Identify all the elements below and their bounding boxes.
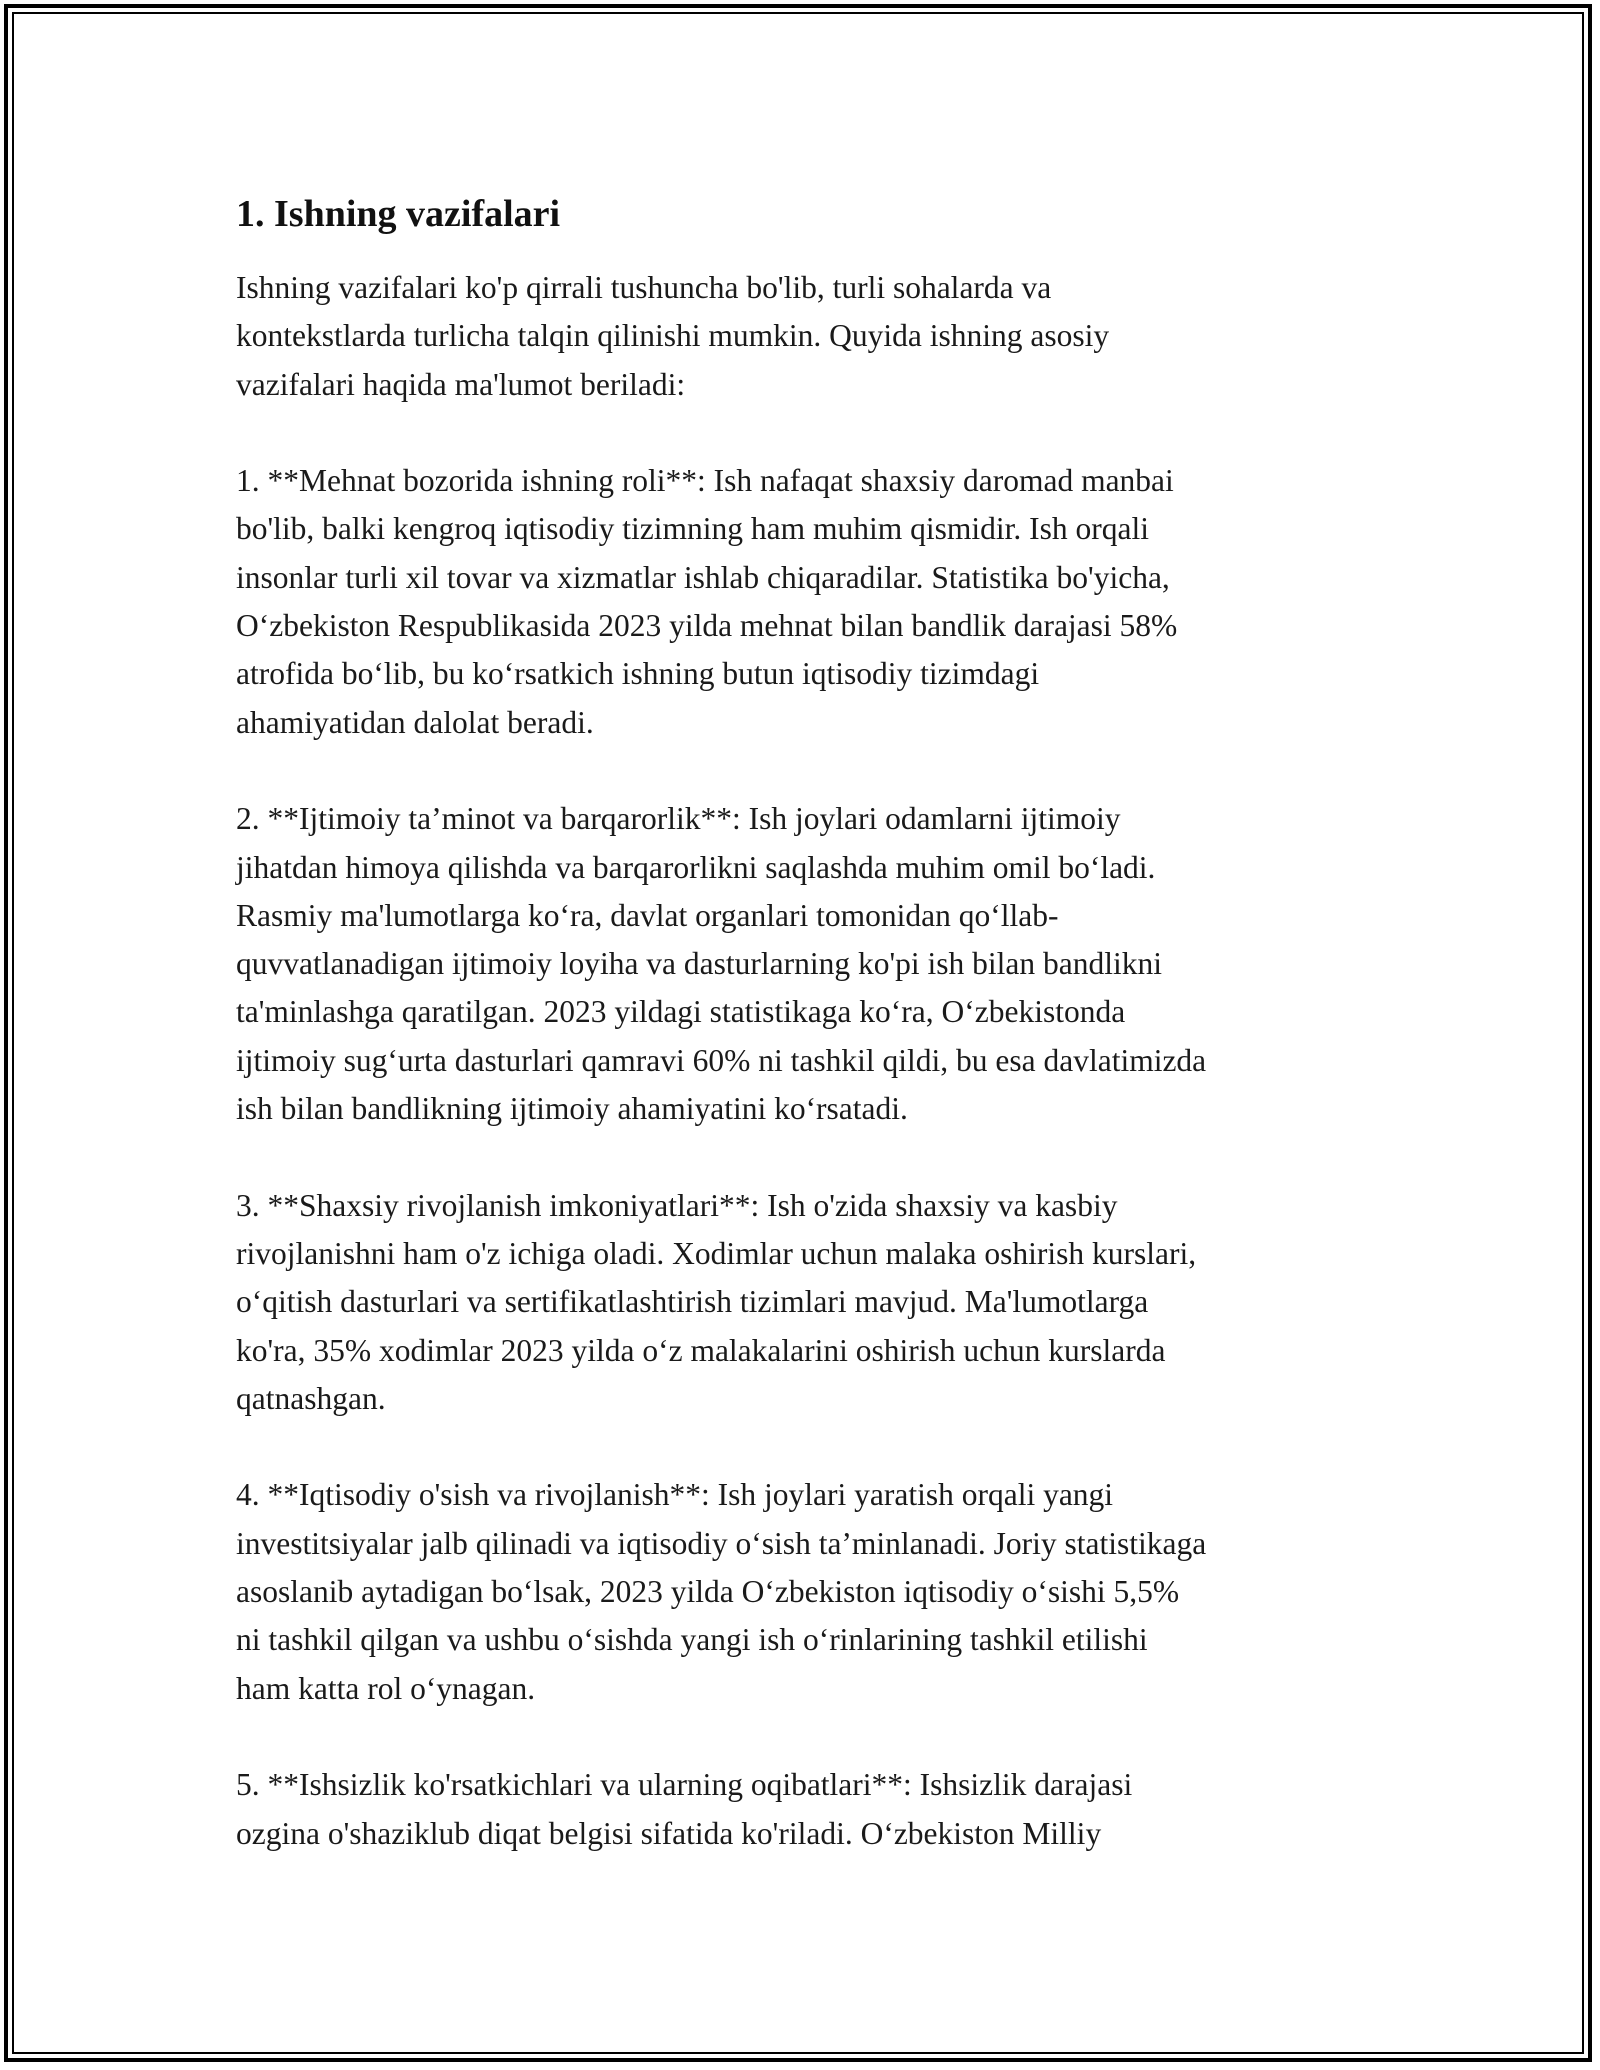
text-line: ni tashkil qilgan va ushbu o‘sishda yangi ish o‘rinlarining tashkil etilishi xyxy=(236,1622,1148,1658)
section-title: 1. Ishning vazifalari xyxy=(236,193,561,235)
intro-paragraph xyxy=(236,264,1376,409)
text-line: Rasmiy ma'lumotlarga ko‘ra, davlat organlari tomonidan qo‘llab- xyxy=(236,897,1059,933)
text-line: kontekstlarda turlicha talqin qilinishi mumkin. Quyida ishning asosiy xyxy=(236,318,1110,354)
document-body xyxy=(236,190,1376,1906)
text-line: quvvatlanadigan ijtimoiy loyiha va dasturlarning ko'pi ish bilan bandlikni xyxy=(236,946,1163,982)
text-line: 1. **Mehnat bozorida ishning roli**: Ish nafaqat shaxsiy daromad manbai xyxy=(236,463,1174,499)
text-line: ahamiyatidan dalolat beradi. xyxy=(236,704,594,740)
text-line: Ishning vazifalari ko'p qirrali tushuncha bo'lib, turli sohalarda va xyxy=(236,270,1052,305)
text-line: insonlar turli xil tovar va xizmatlar ishlab chiqaradilar. Statistika bo'yicha, xyxy=(236,559,1170,595)
text-line: jihatdan himoya qilishda va barqarorlikni saqlashda muhim omil bo‘ladi. xyxy=(236,849,1156,885)
text-line: rivojlanishni ham o'z ichiga oladi. Xodimlar uchun malaka oshirish kurslari, xyxy=(236,1235,1197,1271)
text-line: vazifalari haqida ma'lumot beriladi: xyxy=(236,366,686,402)
list-item-3-paragraph xyxy=(236,1182,1376,1423)
text-line: ko'ra, 35% xodimlar 2023 yilda o‘z malakalarini oshirish uchun kurslarda xyxy=(236,1332,1166,1368)
text-line: O‘zbekiston Respublikasida 2023 yilda mehnat bilan bandlik darajasi 58% xyxy=(236,608,1178,644)
text-line: ijtimoiy sug‘urta dasturlari qamravi 60% ni tashkil qildi, bu esa davlatimizda xyxy=(236,1042,1207,1078)
text-line: qatnashgan. xyxy=(236,1380,386,1416)
text-line: 4. **Iqtisodiy o'sish va rivojlanish**: Ish joylari yaratish orqali yangi xyxy=(236,1477,1114,1513)
list-item-5-paragraph xyxy=(236,1761,1376,1858)
text-line: ish bilan bandlikning ijtimoiy ahamiyatini ko‘rsatadi. xyxy=(236,1091,908,1127)
text-line: ham katta rol o‘ynagan. xyxy=(236,1670,536,1706)
text-line: ta'minlashga qaratilgan. 2023 yildagi statistikaga ko‘ra, O‘zbekistonda xyxy=(236,994,1126,1030)
text-line: 3. **Shaxsiy rivojlanish imkoniyatlari**: Ish o'zida shaxsiy va kasbiy xyxy=(236,1187,1118,1223)
text-line: ozgina o'shaziklub diqat belgisi sifatida ko'riladi. O‘zbekiston Milliy xyxy=(236,1815,1102,1851)
text-line: o‘qitish dasturlari va sertifikatlashtirish tizimlari mavjud. Ma'lumotlarga xyxy=(236,1284,1149,1320)
text-line: bo'lib, balki kengroq iqtisodiy tizimning ham muhim qismidir. Ish orqali xyxy=(236,511,1149,547)
text-line: asoslanib aytadigan bo‘lsak, 2023 yilda O‘zbekiston iqtisodiy o‘sishi 5,5% xyxy=(236,1574,1180,1610)
text-line: investitsiyalar jalb qilinadi va iqtisodiy o‘sish ta’minlanadi. Joriy statistikaga xyxy=(236,1525,1207,1561)
text-line: 2. **Ijtimoiy ta’minot va barqarorlik**: Ish joylari odamlarni ijtimoiy xyxy=(236,801,1121,837)
text-line: atrofida bo‘lib, bu ko‘rsatkich ishning butun iqtisodiy tizimdagi xyxy=(236,656,1040,692)
list-item-4-paragraph xyxy=(236,1471,1376,1712)
list-item-1-paragraph xyxy=(236,457,1376,747)
list-item-2-paragraph xyxy=(236,795,1376,1133)
text-line: 5. **Ishsizlik ko'rsatkichlari va ularning oqibatlari**: Ishsizlik darajasi xyxy=(236,1767,1133,1803)
